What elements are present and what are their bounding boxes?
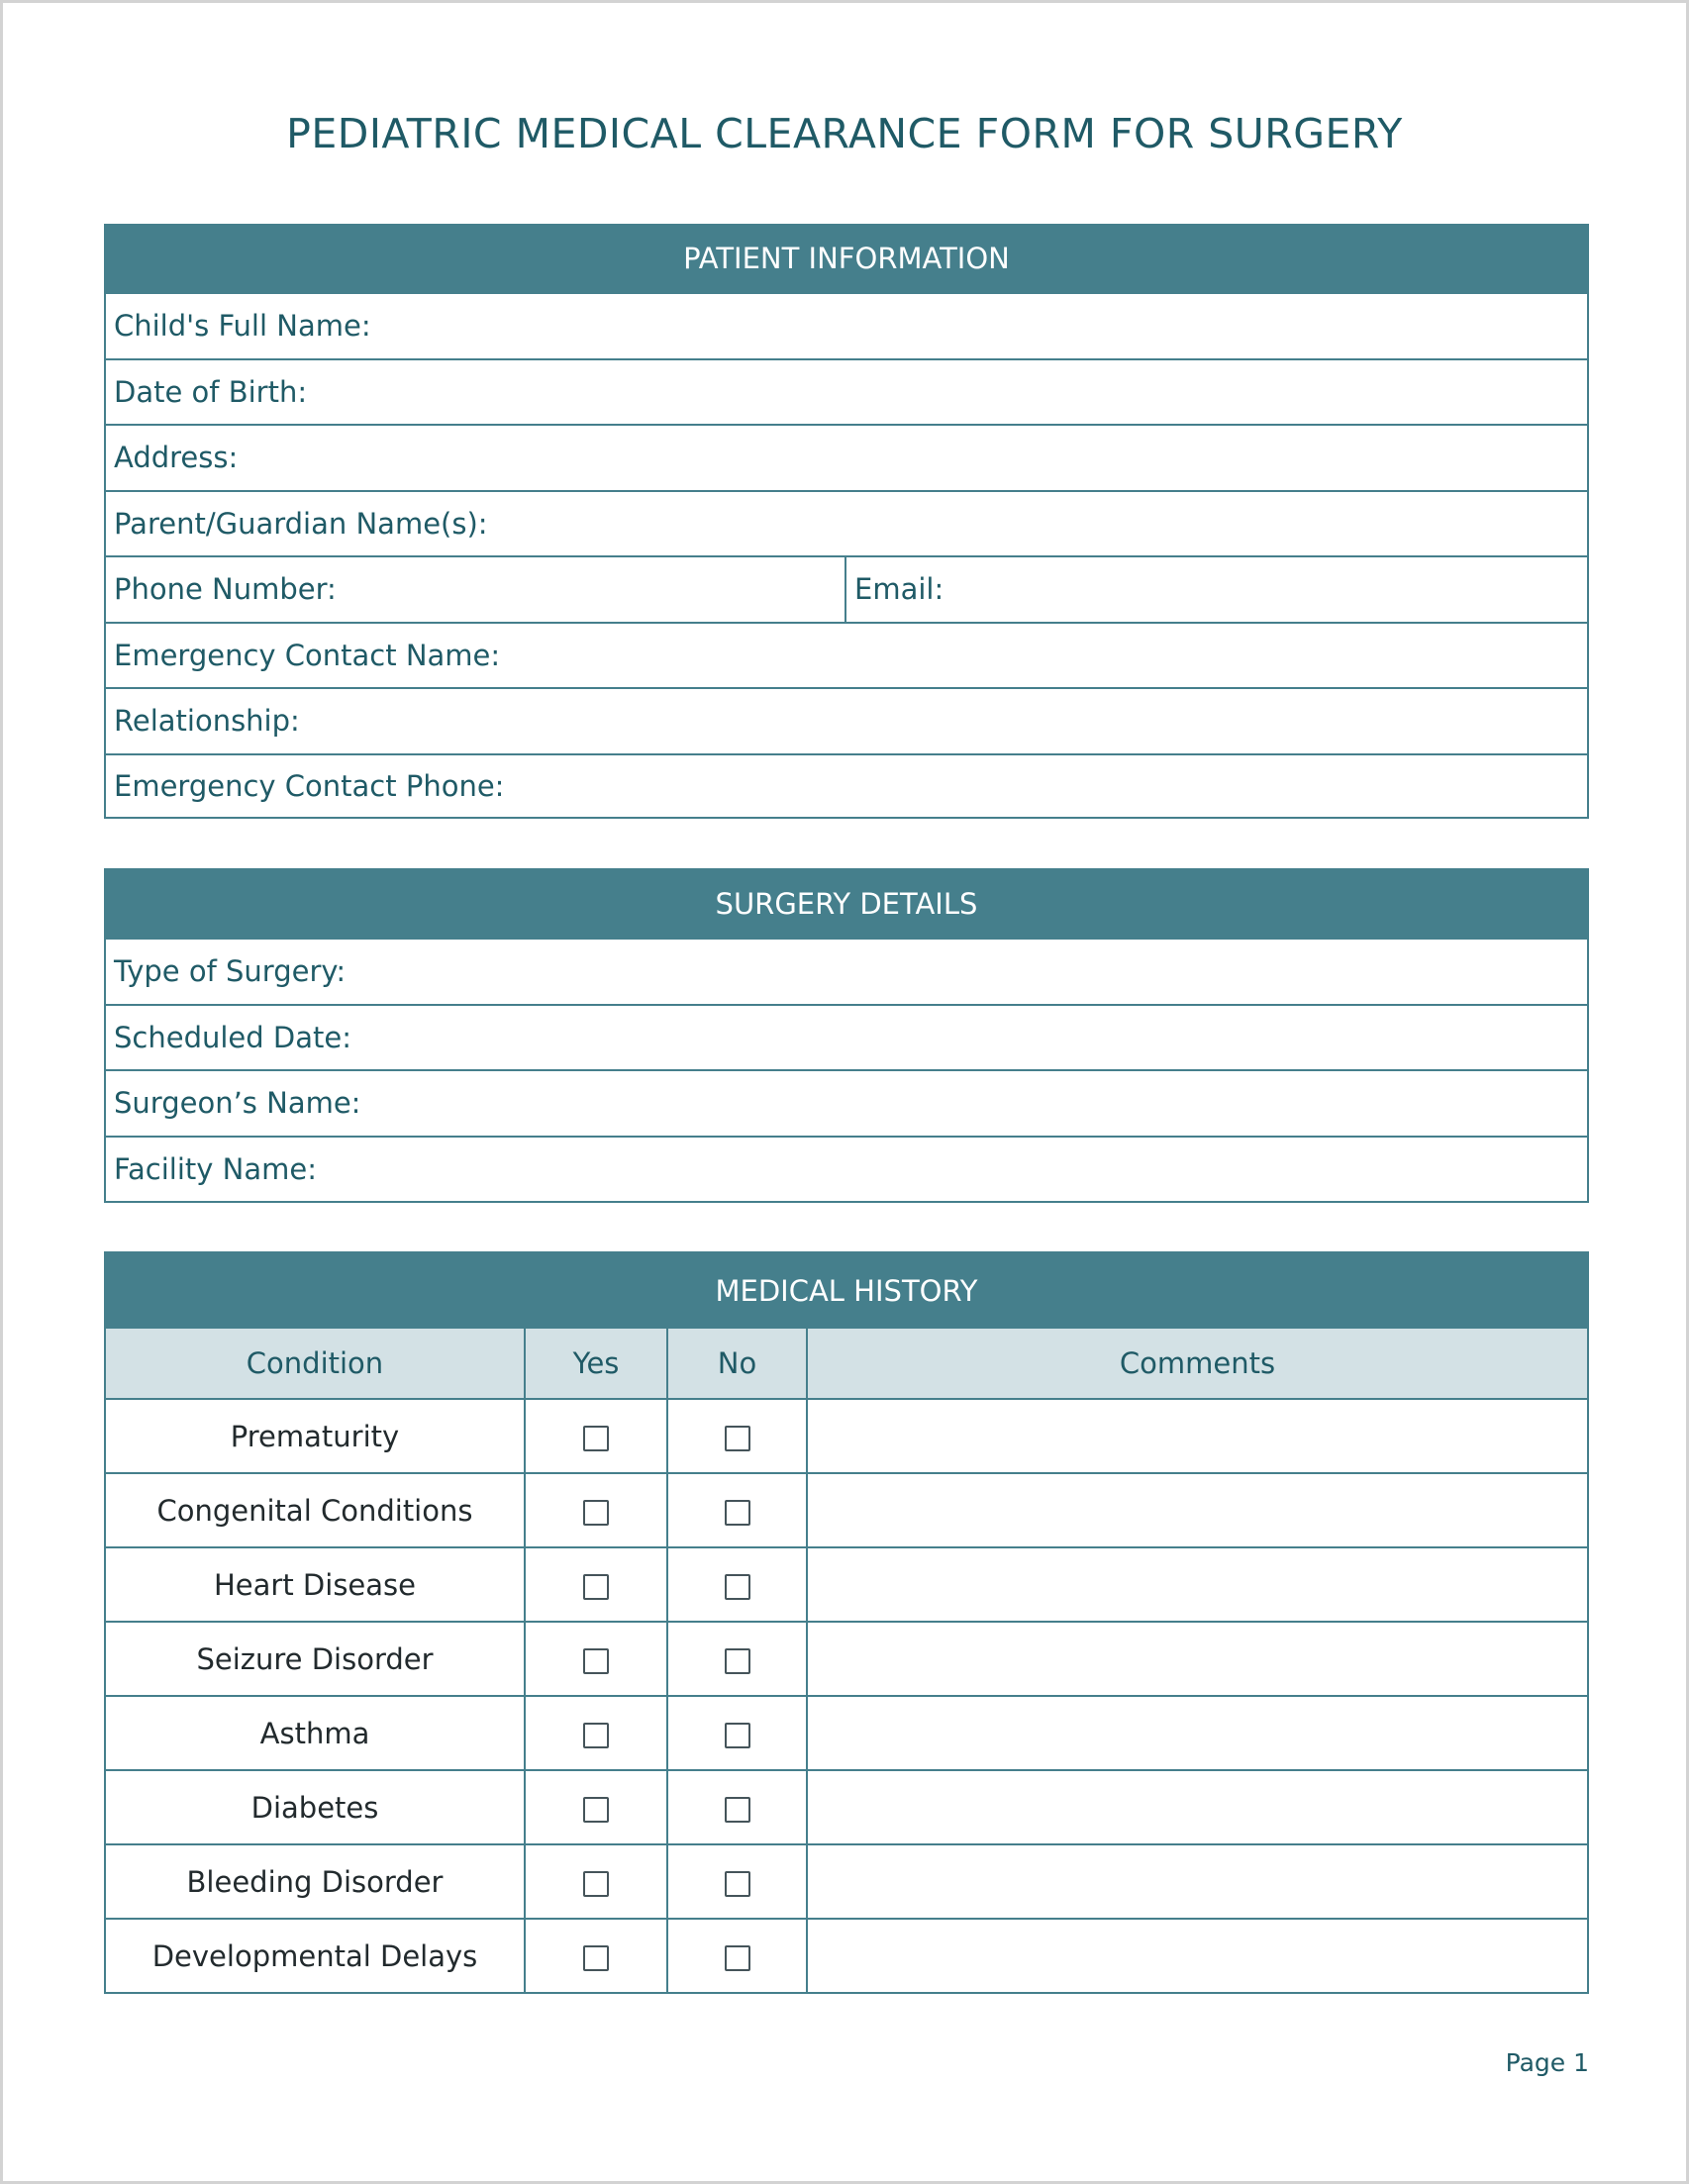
table-row [106,1696,1587,1770]
table-row [106,1919,1587,1992]
asthma-no-checkbox[interactable] [725,1723,750,1748]
diabetes-comments-field[interactable] [807,1770,1587,1844]
page-title: PEDIATRIC MEDICAL CLEARANCE FORM FOR SURGERY [286,110,1403,157]
row-child-full-name [106,292,1587,358]
no-cell [667,1770,807,1844]
heart-disease-yes-checkbox[interactable] [583,1574,609,1600]
asthma-comments-field[interactable] [807,1696,1587,1770]
bleeding-disorder-no-checkbox[interactable] [725,1871,750,1897]
table-row [106,1770,1587,1844]
row-emergency-contact-name [106,622,1587,688]
column-header-yes: Yes [525,1329,667,1399]
developmental-delays-yes-checkbox[interactable] [583,1945,609,1971]
yes-cell [525,1473,667,1547]
surgeon-name-field[interactable]: Surgeon’s Name: [114,1086,361,1121]
congenital-conditions-no-checkbox[interactable] [725,1500,750,1526]
row-surgeon-name [106,1069,1587,1136]
row-facility-name [106,1136,1587,1202]
no-cell [667,1547,807,1622]
table-row [106,1473,1587,1547]
date-of-birth-field[interactable]: Date of Birth: [114,374,308,409]
emergency-contact-phone-field[interactable]: Emergency Contact Phone: [114,768,505,803]
no-cell [667,1919,807,1992]
condition-diabetes: Diabetes [106,1770,525,1844]
column-header-no: No [667,1329,807,1399]
phone-number-field[interactable]: Phone Number: [106,557,846,622]
seizure-disorder-yes-checkbox[interactable] [583,1648,609,1674]
yes-cell [525,1547,667,1622]
no-cell [667,1622,807,1696]
row-type-of-surgery [106,938,1587,1004]
patient-information-header: PATIENT INFORMATION [106,226,1587,292]
row-emergency-contact-phone [106,753,1587,817]
seizure-disorder-comments-field[interactable] [807,1622,1587,1696]
patient-information-section [104,224,1589,819]
medical-history-section [104,1251,1589,1994]
table-row [106,1844,1587,1919]
heart-disease-no-checkbox[interactable] [725,1574,750,1600]
parent-guardian-field[interactable]: Parent/Guardian Name(s): [114,506,488,541]
congenital-conditions-comments-field[interactable] [807,1473,1587,1547]
prematurity-comments-field[interactable] [807,1399,1587,1473]
row-date-of-birth [106,358,1587,425]
yes-cell [525,1696,667,1770]
developmental-delays-no-checkbox[interactable] [725,1945,750,1971]
page-number: Page 1 [1505,2048,1589,2077]
prematurity-yes-checkbox[interactable] [583,1426,609,1451]
relationship-field[interactable]: Relationship: [114,704,300,739]
diabetes-yes-checkbox[interactable] [583,1797,609,1823]
condition-asthma: Asthma [106,1696,525,1770]
no-cell [667,1696,807,1770]
table-row [106,1622,1587,1696]
address-field[interactable]: Address: [114,441,239,475]
row-phone-email [106,555,1587,622]
developmental-delays-comments-field[interactable] [807,1919,1587,1992]
medical-history-table [106,1329,1587,1992]
scheduled-date-field[interactable]: Scheduled Date: [114,1020,351,1054]
yes-cell [525,1399,667,1473]
surgery-details-section [104,868,1589,1203]
seizure-disorder-no-checkbox[interactable] [725,1648,750,1674]
email-field[interactable]: Email: [854,572,944,607]
condition-bleeding-disorder: Bleeding Disorder [106,1844,525,1919]
condition-heart-disease: Heart Disease [106,1547,525,1622]
column-header-comments: Comments [807,1329,1587,1399]
bleeding-disorder-yes-checkbox[interactable] [583,1871,609,1897]
condition-congenital-conditions: Congenital Conditions [106,1473,525,1547]
medical-history-header: MEDICAL HISTORY [106,1253,1587,1329]
diabetes-no-checkbox[interactable] [725,1797,750,1823]
yes-cell [525,1844,667,1919]
table-row [106,1547,1587,1622]
bleeding-disorder-comments-field[interactable] [807,1844,1587,1919]
condition-developmental-delays: Developmental Delays [106,1919,525,1992]
row-address [106,424,1587,490]
congenital-conditions-yes-checkbox[interactable] [583,1500,609,1526]
type-of-surgery-field[interactable]: Type of Surgery: [114,954,347,989]
prematurity-no-checkbox[interactable] [725,1426,750,1451]
surgery-details-header: SURGERY DETAILS [106,870,1587,938]
condition-prematurity: Prematurity [106,1399,525,1473]
yes-cell [525,1770,667,1844]
facility-name-field[interactable]: Facility Name: [114,1151,317,1186]
yes-cell [525,1919,667,1992]
no-cell [667,1473,807,1547]
yes-cell [525,1622,667,1696]
column-header-condition: Condition [106,1329,525,1399]
asthma-yes-checkbox[interactable] [583,1723,609,1748]
no-cell [667,1399,807,1473]
heart-disease-comments-field[interactable] [807,1547,1587,1622]
no-cell [667,1844,807,1919]
row-parent-guardian [106,490,1587,556]
emergency-contact-name-field[interactable]: Emergency Contact Name: [114,638,501,672]
table-header-row [106,1329,1587,1399]
condition-seizure-disorder: Seizure Disorder [106,1622,525,1696]
table-row [106,1399,1587,1473]
child-full-name-field[interactable]: Child's Full Name: [114,309,371,344]
row-scheduled-date [106,1004,1587,1070]
row-relationship [106,687,1587,753]
